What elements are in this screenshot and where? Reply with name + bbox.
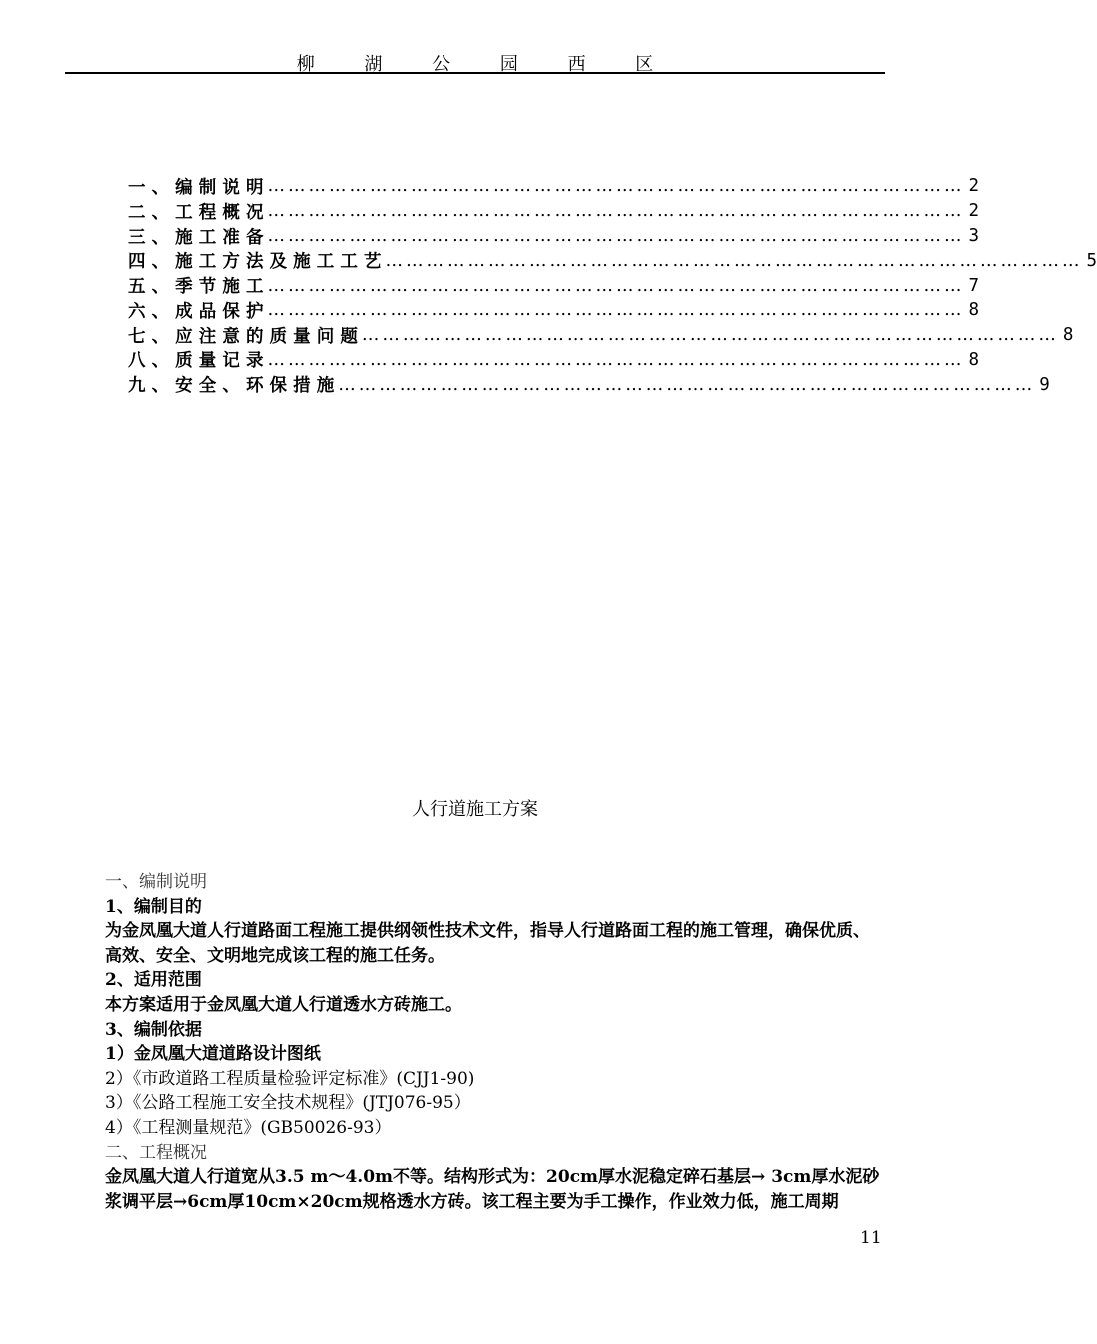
toc-leader: ………………………………………………………………………………………… — [385, 250, 1083, 271]
toc-entry — [128, 199, 980, 224]
toc-entry — [128, 273, 980, 298]
document-title: 人行道施工方案 — [412, 799, 538, 820]
toc-page: 5 — [1086, 250, 1097, 271]
reference-item: 2）《市政道路工程质量检验评定标准》(CJJ1-90) — [105, 1068, 475, 1089]
subsection-heading: 2、适用范围 — [105, 970, 202, 991]
toc-leader: ………………………………………………………………………………………… — [267, 300, 965, 321]
header-rule — [65, 72, 885, 74]
toc-label: 九 、 安 全 、 环 保 措 施 — [128, 376, 335, 397]
reference-item: 3）《公路工程施工安全技术规程》(JTJ076-95） — [105, 1093, 471, 1114]
toc-leader: ………………………………………………………………………………………… — [267, 176, 965, 197]
section-heading: 二、工程概况 — [105, 1142, 207, 1163]
toc-page: 2 — [968, 201, 980, 222]
reference-item: 4）《工程测量规范》(GB50026-93） — [105, 1117, 392, 1138]
document-body — [105, 870, 885, 1214]
toc-label: 八 、 质 量 记 录 — [128, 351, 264, 372]
toc-entry — [128, 348, 980, 373]
toc-page: 2 — [968, 176, 980, 197]
toc-entry — [128, 224, 980, 249]
toc-entry — [128, 323, 1074, 348]
header-title: 柳 湖 公 园 西 区 — [296, 54, 676, 75]
subsection-heading: 1、编制目的 — [105, 896, 202, 917]
toc-label: 七 、 应 注 意 的 质 量 问 题 — [128, 326, 358, 347]
toc-label: 六 、 成 品 保 护 — [128, 301, 264, 322]
toc-leader: ………………………………………………………………………………………… — [267, 349, 965, 370]
paragraph: 为金凤凰大道人行道路面工程施工提供纲领性技术文件，指导人行道路面工程的施工管理，确保优质、高效、安全、文明地完成该工程的施工任务。 — [105, 921, 870, 966]
toc-entry — [128, 372, 1050, 397]
toc-label: 五 、 季 节 施 工 — [128, 277, 264, 298]
toc-page: 3 — [968, 225, 980, 246]
toc-entry — [128, 298, 980, 323]
toc-leader: ………………………………………………………………………………………… — [267, 201, 965, 222]
table-of-contents — [128, 174, 1097, 397]
toc-label: 三 、 施 工 准 备 — [128, 227, 264, 248]
page-number: 11 — [860, 1228, 882, 1248]
toc-leader: ………………………………………………………………………………………… — [338, 374, 1036, 395]
toc-page: 8 — [1062, 325, 1074, 346]
toc-leader: ………………………………………………………………………………………… — [267, 225, 965, 246]
toc-label: 四 、 施 工 方 法 及 施 工 工 艺 — [128, 252, 382, 273]
toc-entry — [128, 248, 1097, 273]
toc-label: 二 、 工 程 概 况 — [128, 202, 264, 223]
toc-leader: ………………………………………………………………………………………… — [361, 325, 1059, 346]
toc-page: 9 — [1039, 374, 1050, 395]
toc-leader: ………………………………………………………………………………………… — [267, 275, 965, 296]
reference-item: 1）金凤凰大道道路设计图纸 — [105, 1044, 321, 1065]
paragraph: 金凤凰大道人行道宽从3.5 m～4.0m不等。结构形式为：20cm厚水泥稳定碎石基层→ 3cm厚水泥砂浆调平层→6cm厚10cm×20cm规格透水方砖。该工程主要为手工操作，作业效力低，施工周期 — [105, 1167, 880, 1212]
subsection-heading: 3、编制依据 — [105, 1019, 202, 1040]
paragraph: 本方案适用于金凤凰大道人行道透水方砖施工。 — [105, 994, 462, 1015]
toc-label: 一 、 编 制 说 明 — [128, 177, 264, 198]
toc-page: 8 — [968, 300, 980, 321]
toc-entry — [128, 174, 980, 199]
toc-page: 8 — [968, 349, 980, 370]
section-heading: 一、编制说明 — [105, 872, 207, 892]
toc-page: 7 — [968, 275, 980, 296]
